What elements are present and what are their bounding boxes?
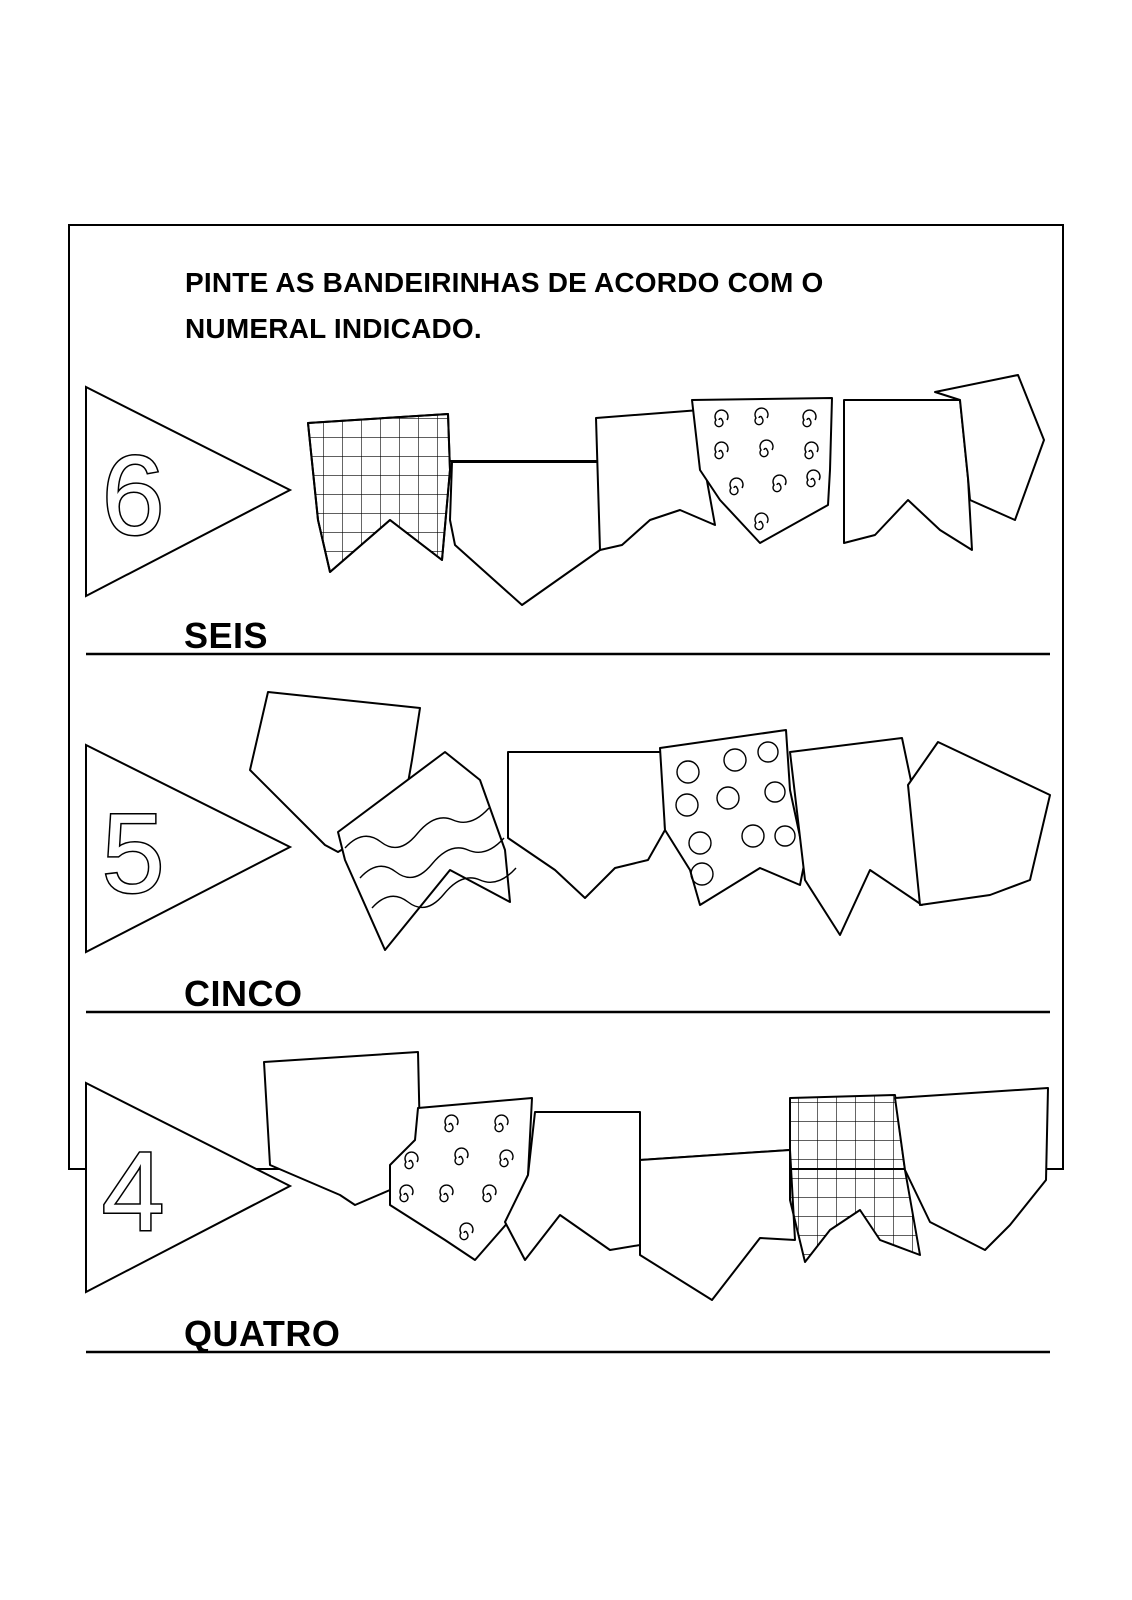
row-cinco [86, 692, 1050, 1012]
row-seis [86, 375, 1050, 654]
flag-icon [308, 414, 450, 572]
numeral-five: 5 [102, 791, 165, 916]
flag-icon [450, 462, 602, 605]
numeral-four: 4 [102, 1129, 165, 1254]
flag-icon [908, 742, 1050, 905]
flag-icon [790, 738, 922, 935]
word-cinco: CINCO [184, 973, 303, 1014]
flag-icon [895, 1088, 1048, 1250]
flag-icon [844, 400, 972, 550]
word-quatro: QUATRO [184, 1313, 341, 1354]
word-seis: SEIS [184, 615, 269, 656]
flag-icon [640, 1150, 795, 1300]
instruction-line-2: NUMERAL INDICADO. [185, 313, 482, 344]
instruction-line-1: PINTE AS BANDEIRINHAS DE ACORDO COM O [185, 267, 824, 298]
flag-icon [508, 752, 665, 898]
numeral-six: 6 [102, 433, 165, 558]
row-quatro [86, 1052, 1050, 1352]
flag-icon [660, 730, 805, 905]
